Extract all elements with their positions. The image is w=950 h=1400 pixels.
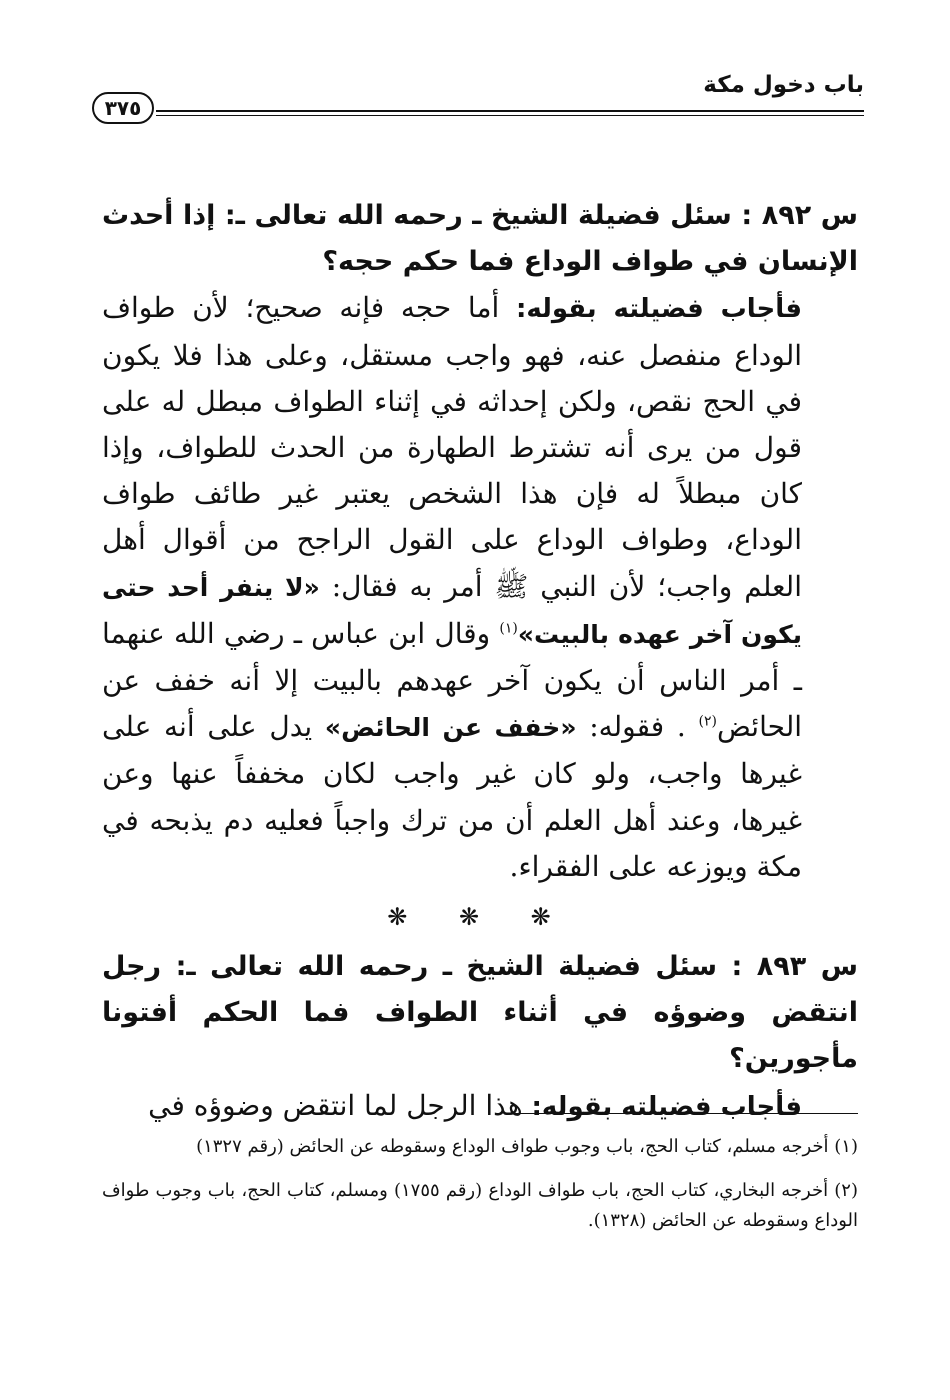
answer-text: أما حجه فإنه صحيح؛ لأن طواف الوداع منفصل عنه، فهو واجب مستقل، وعلى هذا فلا يكون في الحج نقص، ولكن إحداثه في إثناء الطواف مبطل له على قول من يرى أنه تشترط الطهارة من الحدث للطواف، وإذا كان مبطلاً له فإن هذا الشخص يعتبر غير طائف طواف الوداع، وطواف الوداع على القول الراجح من أقوال أهل العلم واجب؛ لأن النبي ﷺ أمر به فقال: xyxy=(102,291,802,603)
footnote-rule xyxy=(512,1113,858,1114)
answer-lead: فأجاب فضيلته بقوله: xyxy=(531,1091,802,1122)
hadith-quote: «لا ينفر أحد حتى يكون آخر عهده بالبيت» xyxy=(102,572,802,649)
running-header xyxy=(92,64,864,124)
question-892 xyxy=(102,193,858,285)
answer-text: هذا الرجل لما انتقض وضوؤه في xyxy=(148,1088,523,1122)
chapter-title: باب دخول مكة xyxy=(703,72,864,98)
answer-893 xyxy=(102,1083,858,1130)
main-text xyxy=(102,193,858,1130)
section-separator: ❋ ❋ ❋ xyxy=(387,903,573,932)
footnote-1: (١) أخرجه مسلم، كتاب الحج، باب وجوب طواف الوداع وسقوطه عن الحائض (رقم ١٣٢٧) xyxy=(196,1136,858,1157)
footnote-marker: (٢) xyxy=(698,713,717,730)
question-text: سئل فضيلة الشيخ ـ رحمه الله تعالى ـ: رجل انتقض وضوؤه في أثناء الطواف فما الحكم أفتونا مأجورين؟ xyxy=(102,951,858,1075)
quoted-phrase: «خفف عن الحائض» xyxy=(324,713,577,743)
answer-text: وقال ابن عباس ـ رضي الله عنهما ـ أمر الناس أن يكون آخر عهدهم بالبيت إلا أنه خفف عن الحائض xyxy=(102,616,803,744)
header-rule xyxy=(156,110,864,116)
answer-text: . فقوله: xyxy=(589,710,686,744)
question-number: س ٨٩٢ : xyxy=(741,200,858,231)
answer-lead: فأجاب فضيلته بقوله: xyxy=(515,294,802,325)
question-text: سئل فضيلة الشيخ ـ رحمه الله تعالى ـ: إذا أحدث الإنسان في طواف الوداع فما حكم حجه؟ xyxy=(102,200,858,278)
page-number: ٣٧٥ xyxy=(92,92,154,124)
footnotes xyxy=(102,1132,858,1250)
footnote-marker: (١) xyxy=(499,620,518,637)
footnote-2: (٢) أخرجه البخاري، كتاب الحج، باب طواف الوداع (رقم ١٧٥٥) ومسلم، كتاب الحج، باب وجوب طواف الوداع وسقوطه عن الحائض (١٣٢٨). xyxy=(102,1180,858,1231)
answer-text: يدل على أنه على غيرها واجب، ولو كان غير واجب لكان مخففاً عنها وعن غيرها، وعند أهل العلم أن من ترك واجباً فعليه دم يذبحه في مكة ويوزعه على الفقراء. xyxy=(102,710,802,883)
question-893 xyxy=(102,944,858,1083)
question-number: س ٨٩٣ : xyxy=(731,951,858,983)
answer-892 xyxy=(102,285,858,890)
